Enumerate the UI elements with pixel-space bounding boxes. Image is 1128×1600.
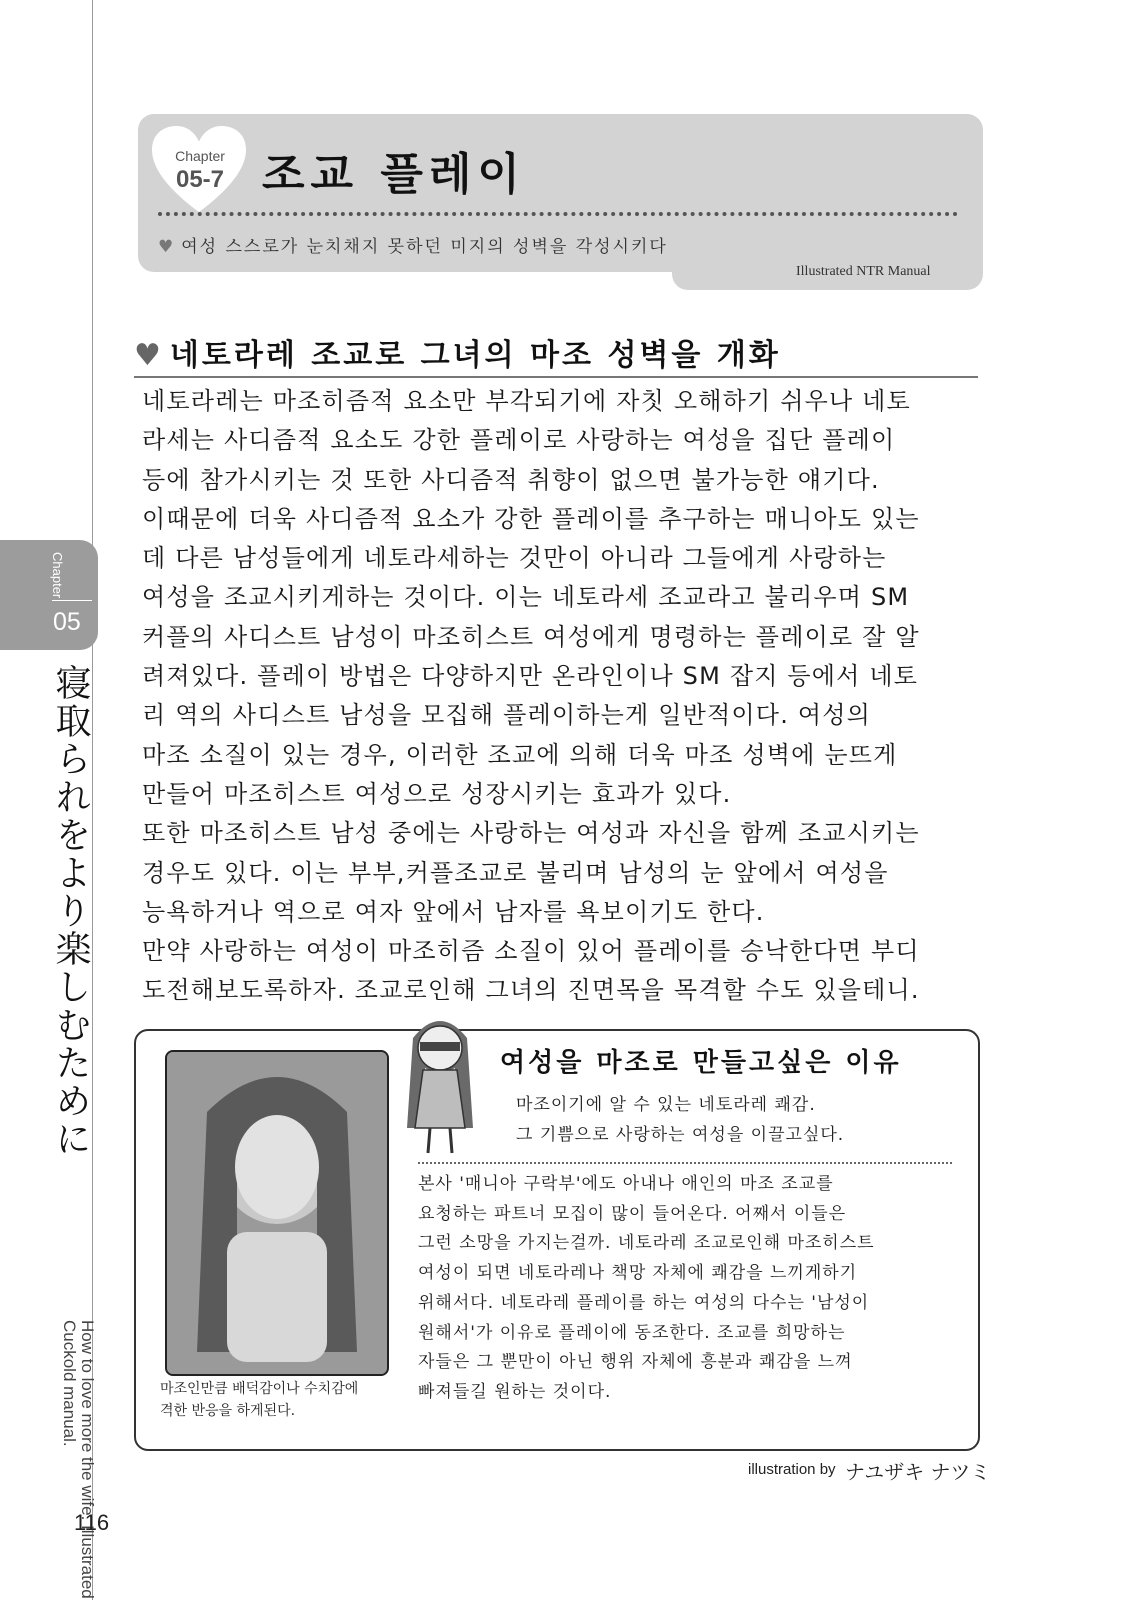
body-text (142, 382, 988, 1011)
chibi-character-image (395, 1008, 485, 1158)
column-body-line: 그런 소망을 가지는걸까. 네토라레 조교로인해 마조히스트 (418, 1233, 875, 1254)
section-heading (134, 330, 781, 374)
column-body-line: 원해서'가 이유로 플레이에 동조한다. 조교를 희망하는 (418, 1322, 846, 1343)
illustration-image (165, 1050, 389, 1376)
side-chapter-word: Chapter (50, 552, 65, 599)
side-chapter-number: 05 (53, 608, 81, 636)
column-body-line: 본사 '매니아 구락부'에도 아내나 애인의 마조 조교를 (418, 1174, 834, 1194)
page-number: 116 (74, 1510, 110, 1535)
caption-line: 격한 반응을 하게된다. (160, 1403, 296, 1419)
body-line: 리 역의 사디스트 남성을 모집해 플레이하는게 일반적이다. 여성의 (142, 701, 871, 730)
side-english-line: How to love more the wife. (78, 1320, 97, 1521)
body-line: 마조 소질이 있는 경우, 이러한 조교에 의해 더욱 마조 성벽에 눈뜨게 (142, 740, 898, 769)
section-rule (134, 376, 978, 378)
body-line: 능욕하거나 역으로 여자 앞에서 남자를 욕보이기도 한다. (142, 897, 765, 926)
column-body-line: 여성이 되면 네토라레나 책망 자체에 쾌감을 느끼게하기 (418, 1263, 858, 1284)
caption-line: 마조인만큼 배덕감이나 수치감에 (160, 1381, 359, 1397)
side-vertical-title: 寝取られをより楽しむために (50, 664, 91, 1158)
column-subtitle (516, 1090, 844, 1150)
column-body-line: 요청하는 파트너 모집이 많이 들어온다. 어째서 이들은 (418, 1203, 847, 1224)
header-dotted-divider (158, 212, 958, 216)
body-line: 라세는 사디즘적 요소도 강한 플레이로 사랑하는 여성을 집단 플레이 (142, 426, 896, 455)
header-subtitle-text: 여성 스스로가 눈치채지 못하던 미지의 성벽을 각성시키다 (181, 237, 668, 257)
body-line: 데 다른 남성들에게 네토라세하는 것만이 아니라 그들에게 사랑하는 (142, 544, 887, 573)
illustration-credit-prefix: illustration by (748, 1461, 836, 1478)
chapter-code: 05-7 (175, 166, 225, 193)
body-line: 만들어 마조히스트 여성으로 성장시키는 효과가 있다. (142, 779, 732, 808)
body-line: 이때문에 더욱 사디즘적 요소가 강한 플레이를 추구하는 매니아도 있는 (142, 504, 920, 533)
body-line: 또한 마조히스트 남성 중에는 사랑하는 여성과 자신을 함께 조교시키는 (142, 819, 920, 848)
body-line: 경우도 있다. 이는 부부,커플조교로 불리며 남성의 눈 앞에서 여성을 (142, 858, 889, 887)
body-line: 도전해보도록하자. 조교로인해 그녀의 진면목을 목격할 수도 있을테니. (142, 976, 920, 1005)
column-body-line: 위해서다. 네토라레 플레이를 하는 여성의 다수는 '남성이 (418, 1292, 870, 1313)
column-subtitle-line: 마조이기에 알 수 있는 네토라레 쾌감. (516, 1095, 816, 1115)
side-english-title (56, 1320, 96, 1600)
illustration-credit-artist: ナユザキ ナツミ (845, 1460, 991, 1484)
body-line: 려져있다. 플레이 방법은 다양하지만 온라인이나 SM 잡지 등에서 네토 (142, 662, 919, 691)
body-line: 등에 참가시키는 것 또한 사디즘적 취향이 없으면 불가능한 얘기다. (142, 465, 880, 494)
column-body-line: 자들은 그 뿐만이 아닌 행위 자체에 흥분과 쾌감을 느껴 (418, 1352, 853, 1373)
column-body-line: 빠져들길 원하는 것이다. (418, 1381, 612, 1402)
small-heart-icon: ♥ (158, 237, 176, 257)
chapter-label: Chapter (175, 148, 225, 164)
side-english-line: Illustrated Cuckold manual. (60, 1320, 97, 1599)
illustration-placeholder (167, 1052, 387, 1374)
body-line: 네토라레는 마조히즘적 요소만 부각되기에 자칫 오해하기 쉬우나 네토 (142, 387, 911, 415)
chapter-side-tab (0, 540, 98, 650)
header-subtitle (158, 232, 668, 257)
heart-bullet-icon: ♥ (134, 338, 164, 373)
column-subtitle-line: 그 기쁨으로 사랑하는 여성을 이끌고싶다. (516, 1125, 845, 1145)
body-line: 여성을 조교시키게하는 것이다. 이는 네토라세 조교라고 불리우며 SM (142, 583, 910, 612)
column-dotted-divider (418, 1162, 952, 1164)
side-divider (52, 600, 92, 601)
body-line: 만약 사랑하는 여성이 마조히즘 소질이 있어 플레이를 승낙한다면 부디 (142, 937, 920, 966)
illustration-caption (160, 1378, 358, 1422)
column-body (418, 1170, 875, 1408)
column-title: 여성을 마조로 만들고싶은 이유 (500, 1048, 902, 1078)
section-heading-text: 네토라레 조교로 그녀의 마조 성벽을 개화 (169, 338, 781, 373)
chapter-title: 조교 플레이 (262, 149, 526, 200)
body-line: 커플의 사디스트 남성이 마조히스트 여성에게 명령하는 플레이로 잘 알 (142, 622, 920, 651)
manual-label: Illustrated NTR Manual (796, 264, 931, 279)
